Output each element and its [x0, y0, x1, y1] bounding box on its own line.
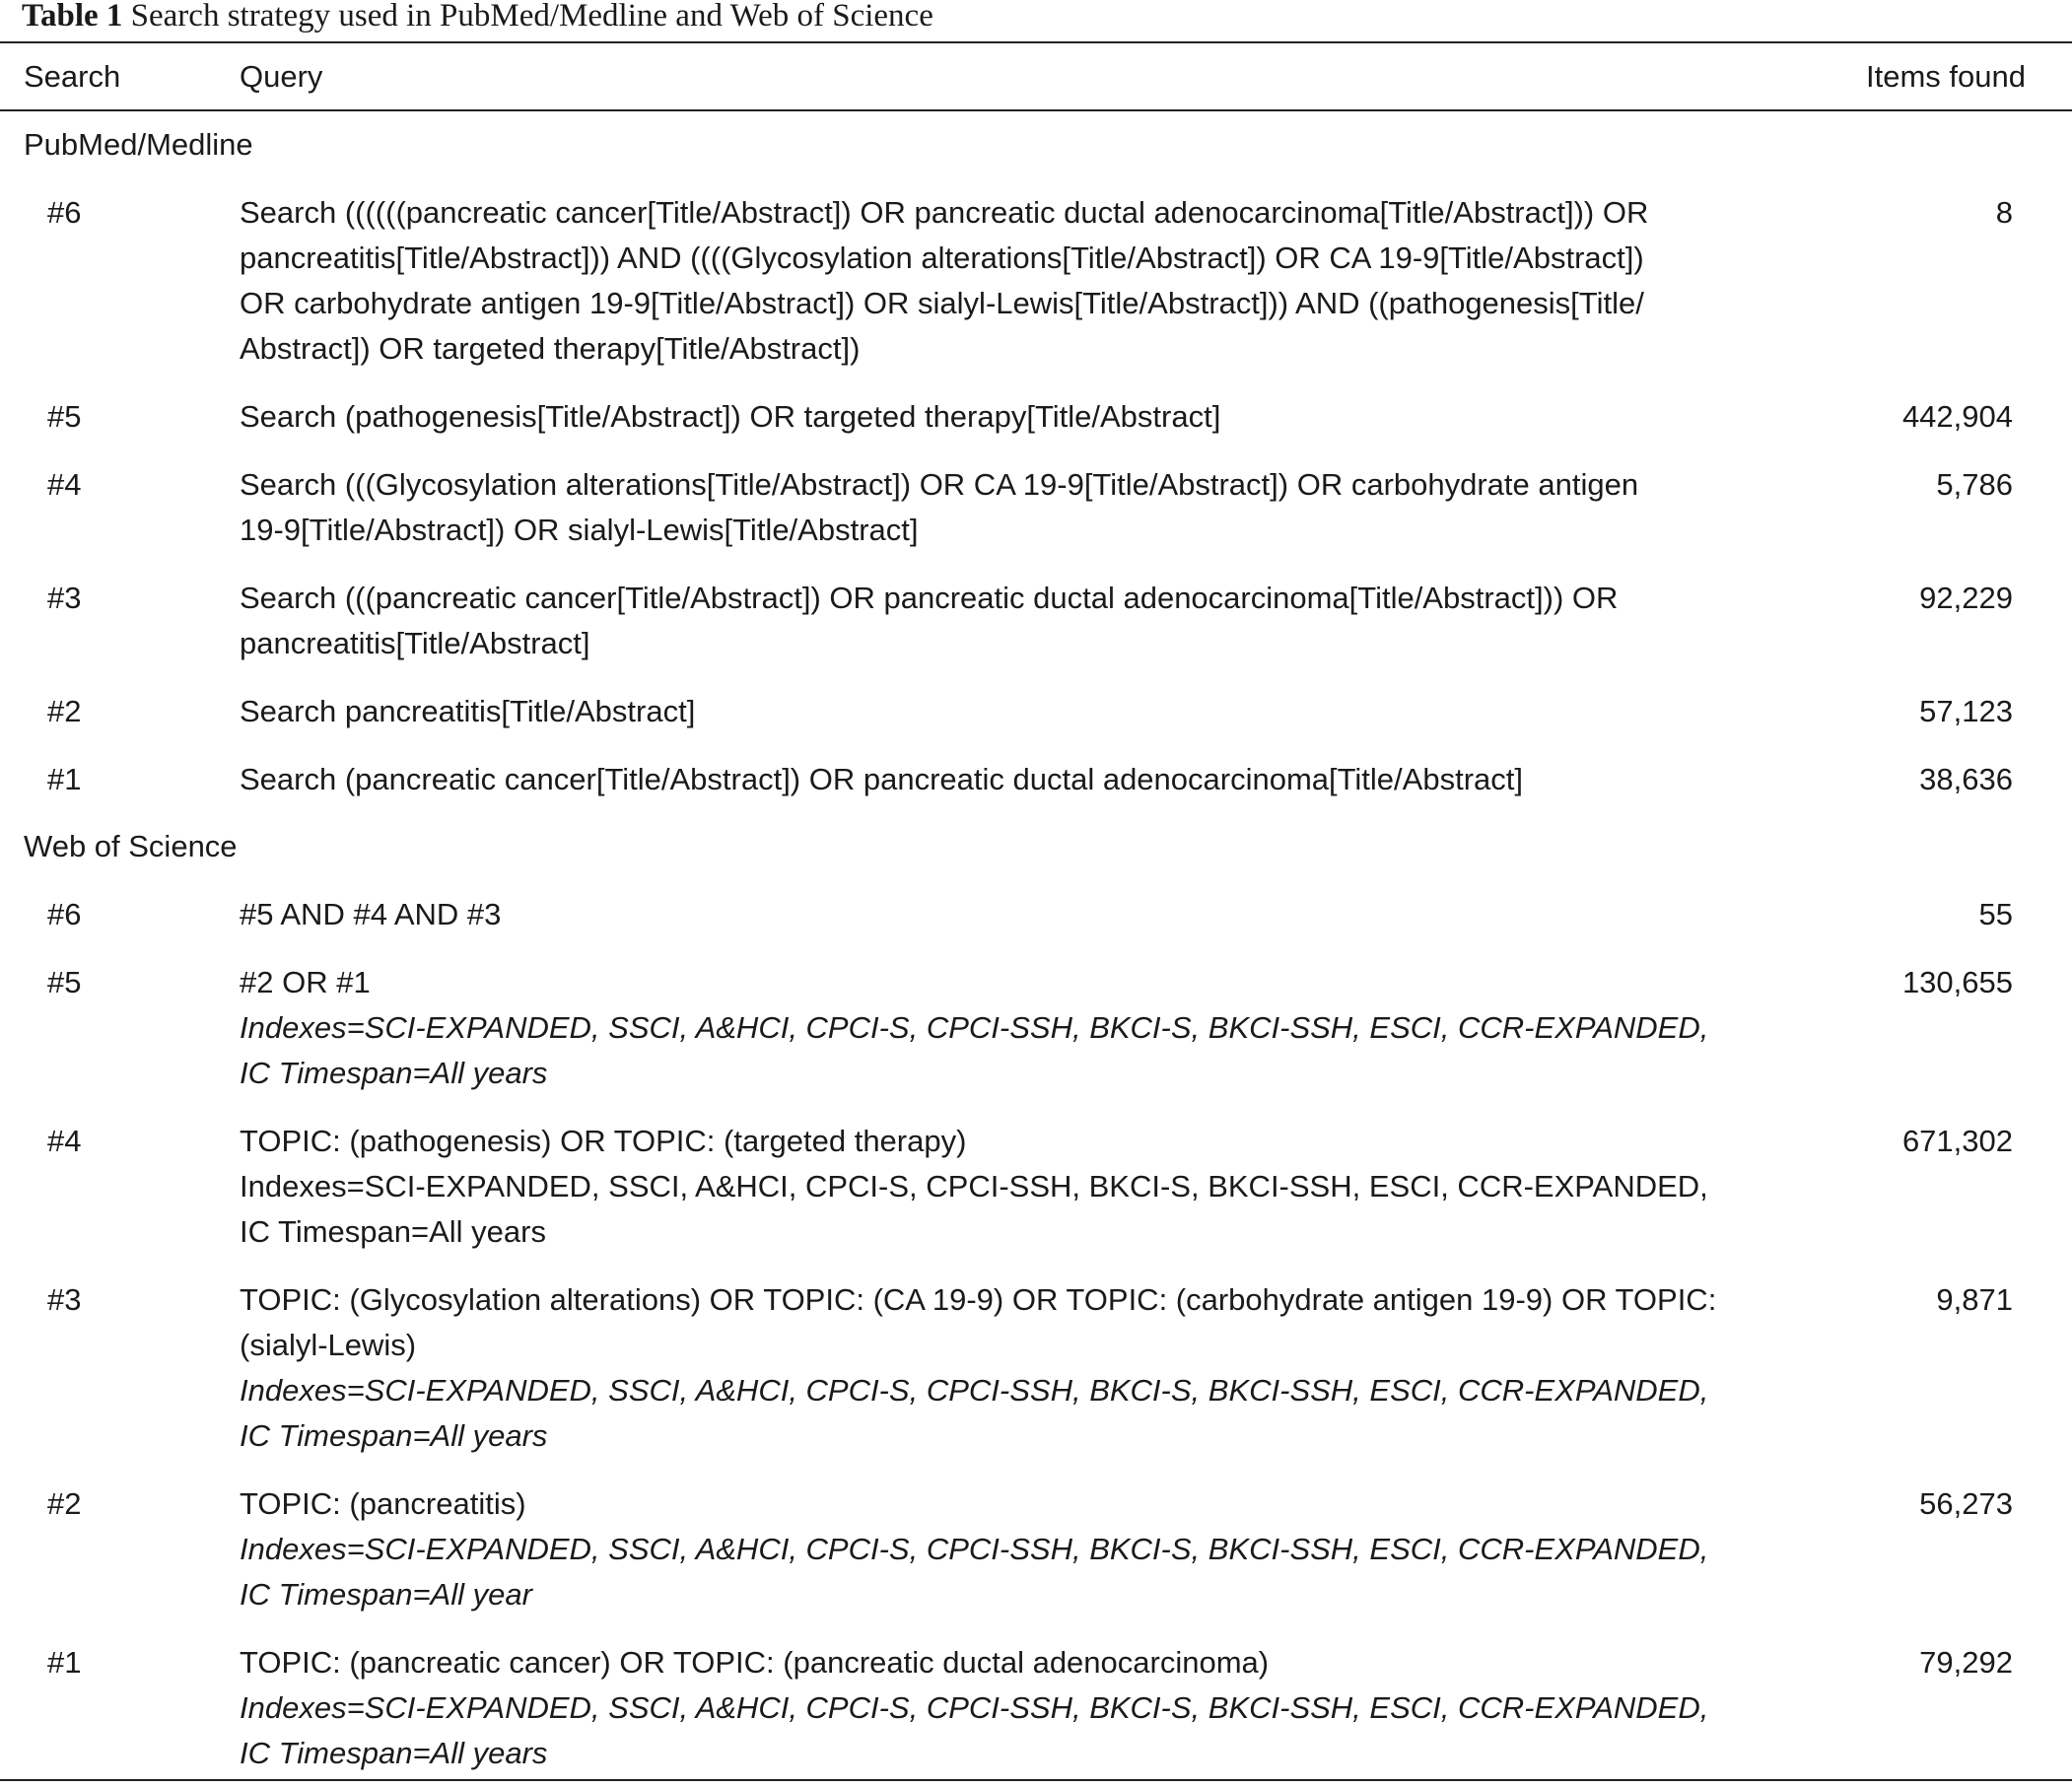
query-index-line: IC Timespan=All years — [240, 1736, 548, 1770]
query-line: TOPIC: (pancreatitis) — [240, 1486, 526, 1521]
query-line: #5 AND #4 AND #3 — [240, 897, 502, 931]
table-row — [0, 564, 2072, 677]
search-number-cell: #2 — [47, 694, 82, 728]
query-line: Search (pancreatic cancer[Title/Abstract]) OR pancreatic ductal adenocarcinoma[Title/Abstract] — [240, 762, 1523, 796]
query-line: Search (((pancreatic cancer[Title/Abstract]) OR pancreatic ductal adenocarcinoma[Title/Abstract])) OR — [240, 581, 1619, 615]
table-row — [0, 745, 2072, 813]
query-cell — [240, 462, 1817, 553]
header-query: Query — [240, 58, 323, 94]
search-number-cell: #1 — [47, 762, 82, 796]
table-row — [0, 677, 2072, 745]
table-row — [0, 382, 2072, 450]
query-index-line: Indexes=SCI-EXPANDED, SSCI, A&HCI, CPCI-S, CPCI-SSH, BKCI-S, BKCI-SSH, ESCI, CCR-EXPANDED, — [240, 1010, 1709, 1045]
query-cell — [240, 757, 1817, 802]
query-index-line: IC Timespan=All years — [240, 1056, 548, 1090]
query-index-line: Indexes=SCI-EXPANDED, SSCI, A&HCI, CPCI-S, CPCI-SSH, BKCI-S, BKCI-SSH, ESCI, CCR-EXPANDED, — [240, 1373, 1709, 1408]
query-line: IC Timespan=All years — [240, 1214, 546, 1249]
table-row — [0, 1628, 2072, 1787]
query-cell — [240, 1481, 1817, 1617]
search-number-cell: #4 — [47, 1124, 82, 1158]
query-line: 19-9[Title/Abstract]) OR sialyl-Lewis[Title/Abstract] — [240, 513, 919, 547]
search-number-cell: #5 — [47, 399, 82, 434]
search-number-cell: #3 — [47, 1282, 82, 1317]
header-search: Search — [24, 58, 121, 94]
search-number-cell: #6 — [47, 195, 82, 230]
items-found-cell: 9,871 — [1936, 1282, 2013, 1317]
query-cell — [240, 1277, 1817, 1459]
table-row — [0, 1266, 2072, 1470]
query-cell — [240, 1640, 1817, 1776]
query-cell — [240, 892, 1817, 937]
query-line: Search (((Glycosylation alterations[Title/Abstract]) OR CA 19-9[Title/Abstract]) OR carbohydrate antigen — [240, 467, 1639, 502]
query-line: Indexes=SCI-EXPANDED, SSCI, A&HCI, CPCI-S, CPCI-SSH, BKCI-S, BKCI-SSH, ESCI, CCR-EXPANDED, — [240, 1169, 1708, 1203]
search-number-cell: #4 — [47, 467, 82, 502]
table-caption-text: Search strategy used in PubMed/Medline and Web of Science — [130, 0, 933, 34]
table-row — [0, 178, 2072, 382]
query-cell — [240, 576, 1817, 666]
query-index-line: IC Timespan=All years — [240, 1418, 548, 1453]
section-heading-row: Web of Science — [24, 829, 238, 863]
items-found-cell: 38,636 — [1919, 762, 2013, 796]
query-line: TOPIC: (Glycosylation alterations) OR TOPIC: (CA 19-9) OR TOPIC: (carbohydrate antigen 19-9) OR TOPIC: — [240, 1282, 1717, 1317]
table-caption — [0, 0, 2072, 41]
query-line: OR carbohydrate antigen 19-9[Title/Abstract]) OR sialyl-Lewis[Title/Abstract])) AND ((pathogenesis[Title/ — [240, 286, 1644, 320]
table-row — [0, 1107, 2072, 1266]
section-heading-row: PubMed/Medline — [24, 127, 253, 162]
table-row — [0, 948, 2072, 1107]
query-index-line: Indexes=SCI-EXPANDED, SSCI, A&HCI, CPCI-S, CPCI-SSH, BKCI-S, BKCI-SSH, ESCI, CCR-EXPANDED, — [240, 1690, 1709, 1725]
search-number-cell: #1 — [47, 1645, 82, 1680]
query-index-line: Indexes=SCI-EXPANDED, SSCI, A&HCI, CPCI-S, CPCI-SSH, BKCI-S, BKCI-SSH, ESCI, CCR-EXPANDED, — [240, 1532, 1709, 1566]
query-line: #2 OR #1 — [240, 965, 371, 999]
items-found-cell: 130,655 — [1901, 965, 2013, 999]
query-cell — [240, 960, 1817, 1096]
query-cell — [240, 394, 1817, 440]
table-caption-label: Table 1 — [22, 0, 123, 34]
items-found-cell: 56,273 — [1919, 1486, 2013, 1521]
items-found-cell: 79,292 — [1919, 1645, 2013, 1680]
table-row — [0, 880, 2072, 948]
query-line: Search pancreatitis[Title/Abstract] — [240, 694, 696, 728]
table-bottom-rule — [0, 1779, 2072, 1781]
search-number-cell: #3 — [47, 581, 82, 615]
table-row — [0, 1470, 2072, 1628]
query-line: pancreatitis[Title/Abstract] — [240, 626, 590, 660]
items-found-cell: 442,904 — [1901, 399, 2013, 434]
query-line: pancreatitis[Title/Abstract])) AND ((((Glycosylation alterations[Title/Abstract]) OR CA 19-9[Title/Abstract]) — [240, 241, 1644, 275]
query-line: Abstract]) OR targeted therapy[Title/Abstract]) — [240, 331, 861, 366]
search-number-cell: #6 — [47, 897, 82, 931]
items-found-cell: 5,786 — [1936, 467, 2013, 502]
query-line: (sialyl-Lewis) — [240, 1328, 417, 1362]
search-number-cell: #5 — [47, 965, 82, 999]
query-index-line: IC Timespan=All year — [240, 1577, 532, 1612]
items-found-cell: 8 — [1995, 195, 2013, 230]
query-cell — [240, 1119, 1817, 1255]
items-found-cell: 92,229 — [1919, 581, 2013, 615]
items-found-cell: 57,123 — [1919, 694, 2013, 728]
items-found-cell: 55 — [1978, 897, 2013, 931]
query-line: TOPIC: (pathogenesis) OR TOPIC: (targeted therapy) — [240, 1124, 967, 1158]
table-row — [0, 450, 2072, 564]
query-line: TOPIC: (pancreatic cancer) OR TOPIC: (pancreatic ductal adenocarcinoma) — [240, 1645, 1270, 1680]
query-line: Search (pathogenesis[Title/Abstract]) OR targeted therapy[Title/Abstract] — [240, 399, 1221, 434]
query-line: Search ((((((pancreatic cancer[Title/Abstract]) OR pancreatic ductal adenocarcinoma[Title/Abstract])) OR — [240, 195, 1649, 230]
query-cell — [240, 689, 1817, 734]
query-cell — [240, 190, 1817, 372]
table-header-row — [0, 43, 2072, 111]
search-number-cell: #2 — [47, 1486, 82, 1521]
table-body — [0, 111, 2072, 1787]
header-items-found: Items found — [1866, 58, 2026, 94]
items-found-cell: 671,302 — [1901, 1124, 2013, 1158]
